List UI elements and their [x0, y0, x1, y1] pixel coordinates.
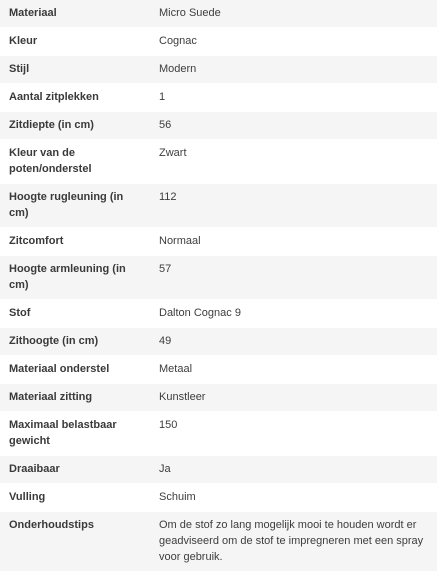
spec-label: Zithoogte (in cm): [0, 328, 142, 356]
spec-row: [0, 84, 437, 112]
spec-value: Cognac: [142, 28, 437, 56]
spec-value: Kunstleer: [142, 384, 437, 412]
spec-row: [0, 484, 437, 512]
spec-label: Kleur: [0, 28, 142, 56]
spec-value: 49: [142, 328, 437, 356]
spec-row: [0, 56, 437, 84]
spec-label: Materiaal: [0, 0, 142, 28]
spec-label: Zitcomfort: [0, 228, 142, 256]
spec-label: Hoogte rugleuning (in cm): [0, 184, 142, 228]
spec-row: [0, 28, 437, 56]
spec-value: Metaal: [142, 356, 437, 384]
spec-value: 150: [142, 412, 437, 456]
spec-value: Micro Suede: [142, 0, 437, 28]
spec-row: [0, 228, 437, 256]
spec-value: Modern: [142, 56, 437, 84]
spec-row: [0, 0, 437, 28]
spec-row: [0, 112, 437, 140]
spec-label: Kleur van de poten/onderstel: [0, 140, 142, 184]
spec-label: Draaibaar: [0, 456, 142, 484]
spec-value: 112: [142, 184, 437, 228]
spec-row: [0, 184, 437, 228]
spec-label: Materiaal zitting: [0, 384, 142, 412]
spec-label: Materiaal onderstel: [0, 356, 142, 384]
spec-label: Aantal zitplekken: [0, 84, 142, 112]
spec-value: Om de stof zo lang mogelijk mooi te houden wordt er geadviseerd om de stof te impregneren met een spray voor gebruik.: [142, 512, 437, 572]
spec-row: [0, 140, 437, 184]
spec-row: [0, 512, 437, 572]
spec-value: Schuim: [142, 484, 437, 512]
spec-label: Onderhoudstips: [0, 512, 142, 572]
spec-row: [0, 256, 437, 300]
spec-label: Stijl: [0, 56, 142, 84]
spec-value: Dalton Cognac 9: [142, 300, 437, 328]
spec-value: 1: [142, 84, 437, 112]
spec-label: Vulling: [0, 484, 142, 512]
spec-row: [0, 356, 437, 384]
spec-value: 57: [142, 256, 437, 300]
spec-label: Stof: [0, 300, 142, 328]
spec-row: [0, 456, 437, 484]
spec-row: [0, 300, 437, 328]
spec-label: Hoogte armleuning (in cm): [0, 256, 142, 300]
spec-row: [0, 412, 437, 456]
spec-value: 56: [142, 112, 437, 140]
spec-label: Maximaal belastbaar gewicht: [0, 412, 142, 456]
spec-row: [0, 384, 437, 412]
spec-value: Ja: [142, 456, 437, 484]
spec-value: Zwart: [142, 140, 437, 184]
spec-row: [0, 328, 437, 356]
spec-value: Normaal: [142, 228, 437, 256]
spec-label: Zitdiepte (in cm): [0, 112, 142, 140]
